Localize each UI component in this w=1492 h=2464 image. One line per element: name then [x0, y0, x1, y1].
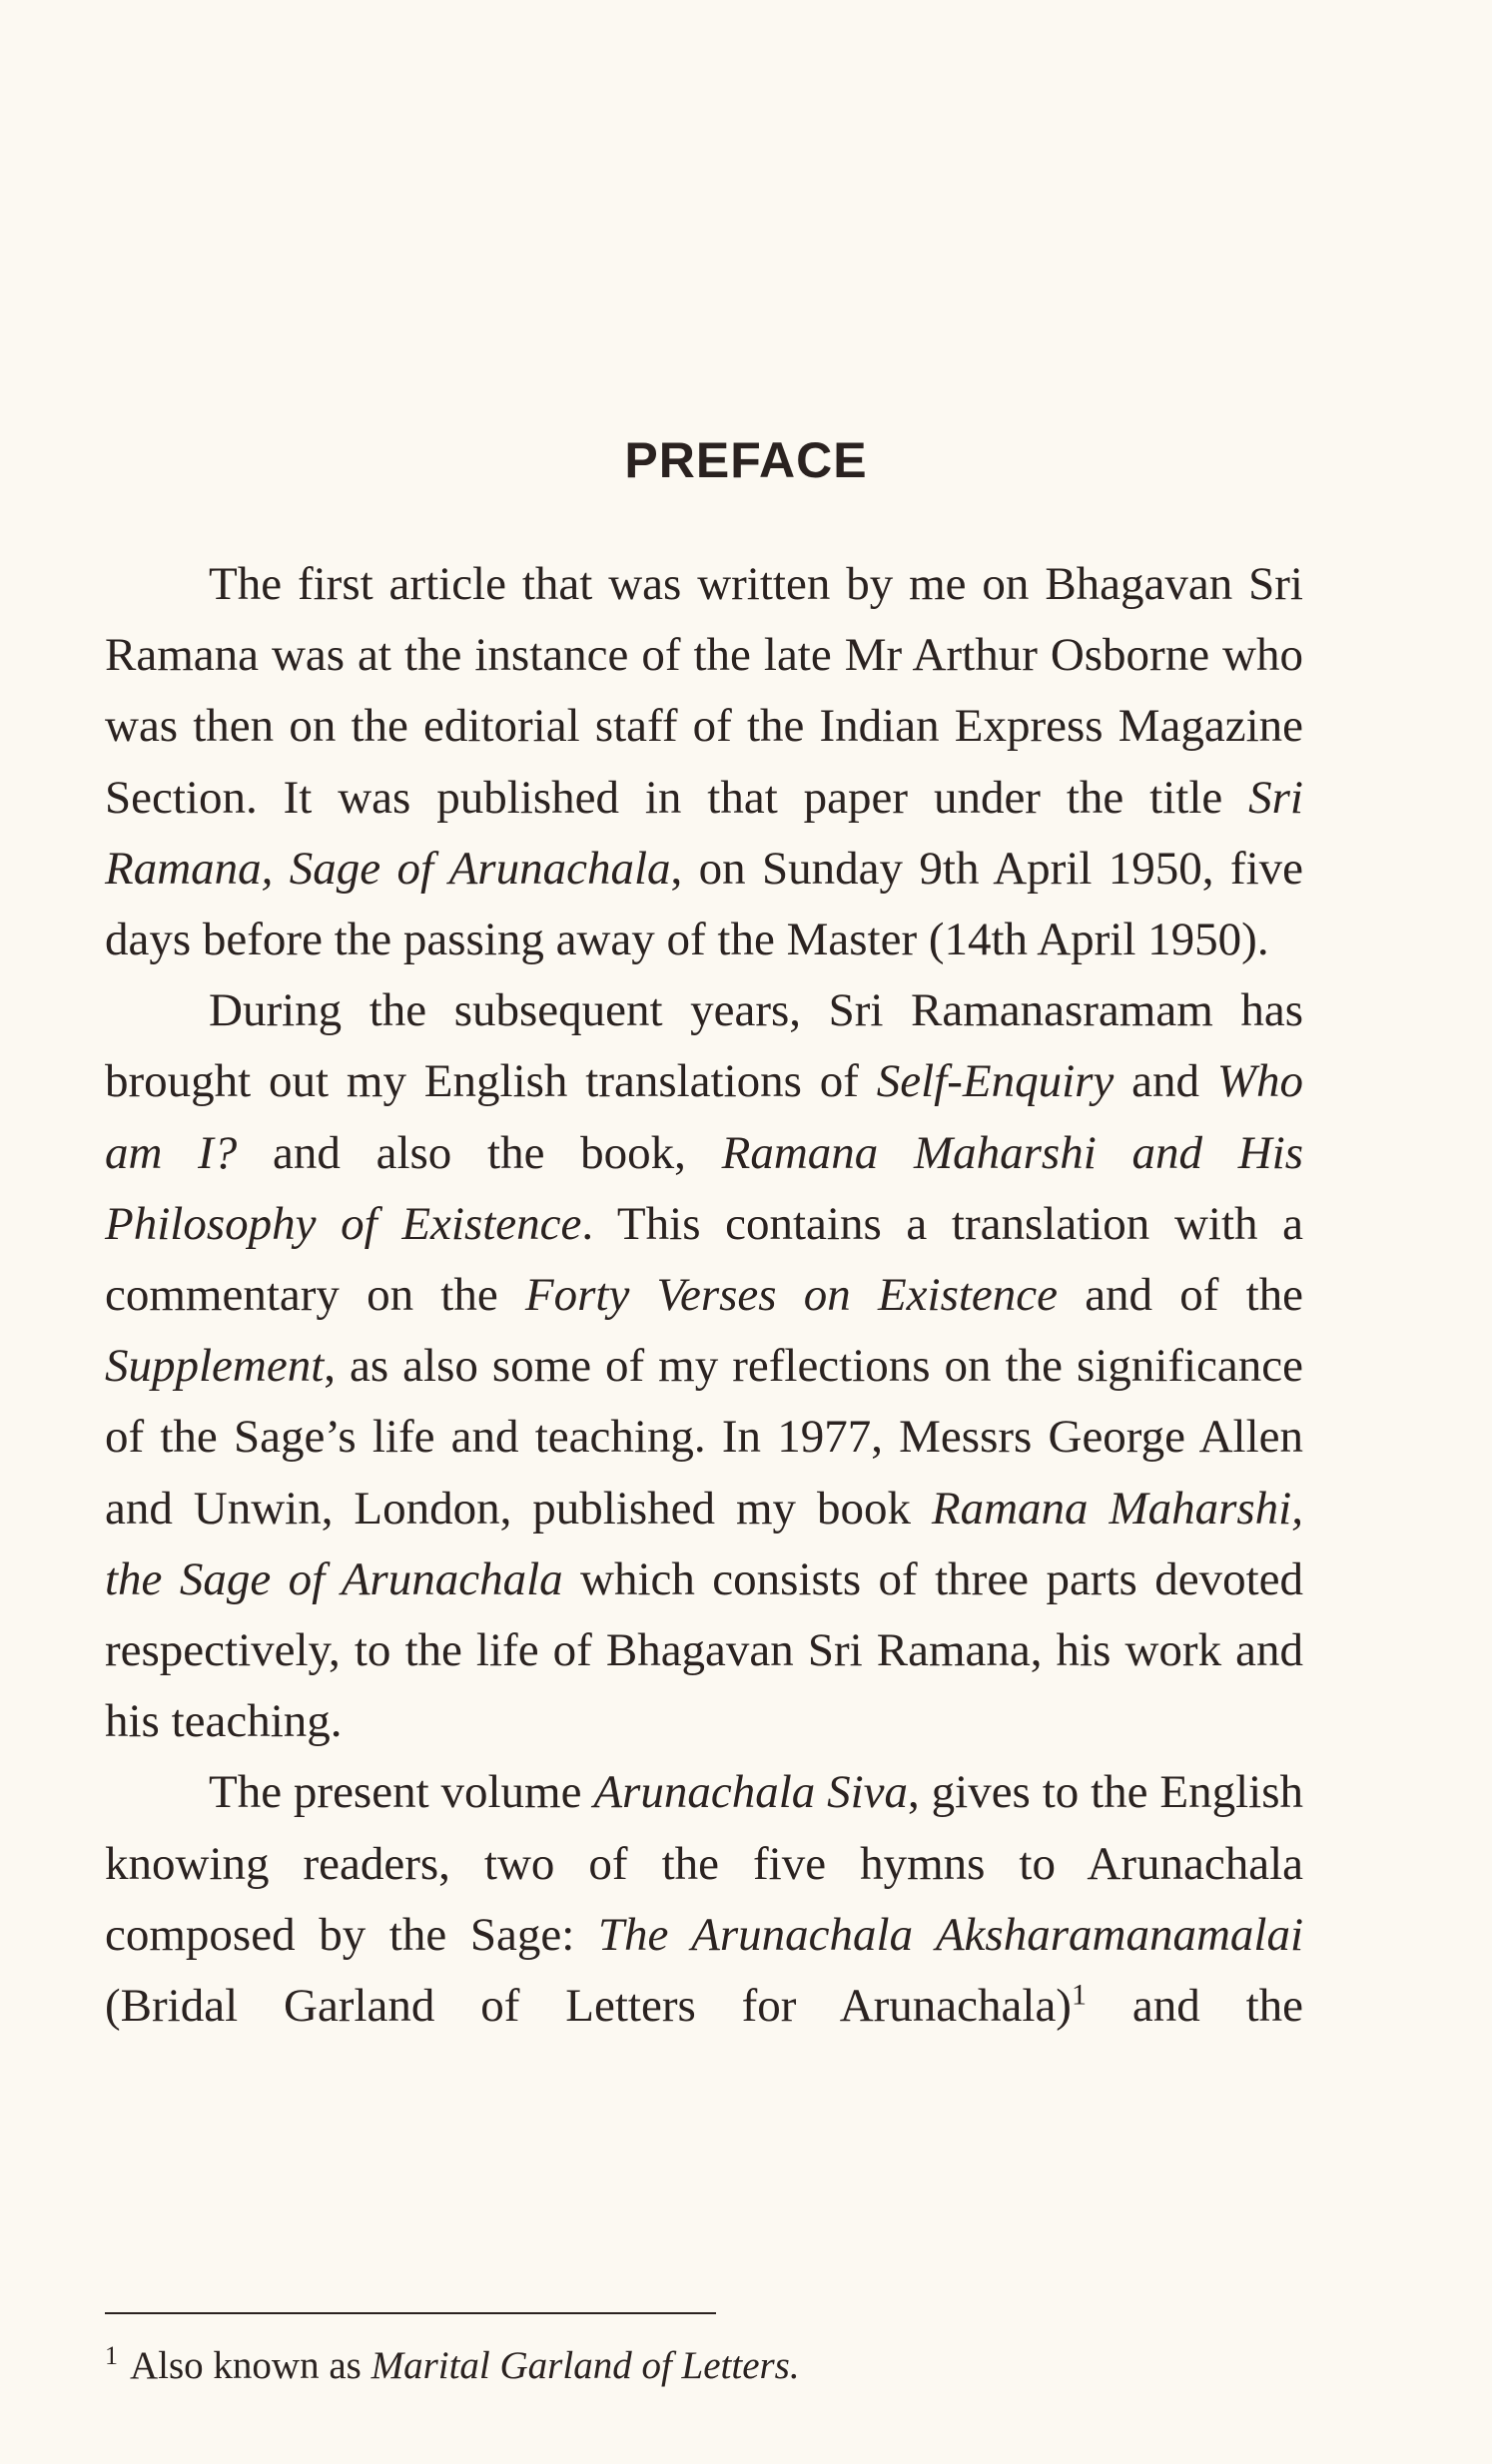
italic-title: Self-Enquiry: [876, 1055, 1115, 1108]
preface-body: [105, 549, 1303, 2042]
text-run: and of the: [1058, 1269, 1303, 1322]
footnote-text: [130, 2344, 800, 2387]
italic-title: The Arunachala Aksharamanamalai: [597, 1908, 1303, 1961]
text-run: and: [1114, 1055, 1217, 1108]
text-run: . This contains a translation with a commentary on the: [105, 1197, 1303, 1322]
text-run: During the subsequent years, Sri Ramanasramam has brought out my English translations of: [105, 984, 1303, 1108]
italic-title: Who am I?: [105, 1055, 1303, 1179]
italic-title: Marital Garland of Letters.: [371, 2344, 800, 2387]
footnote-number: 1: [105, 2341, 118, 2370]
page-title: PREFACE: [624, 432, 868, 488]
text-run: and the: [1086, 1980, 1303, 2033]
paragraph: [105, 549, 1303, 975]
italic-title: Sri Ramana, Sage of Arunachala: [105, 771, 1303, 895]
text-run: (Bridal Garland of Letters for Arunachala): [105, 1980, 1072, 2033]
italic-title: Ramana Maharshi and His Philosophy of Existence: [105, 1126, 1303, 1250]
text-run: which consists of three parts devoted respectively, to the life of Bhagavan Sri Ramana, his work and his teaching.: [105, 1552, 1303, 1748]
italic-title: Forty Verses on Existence: [524, 1269, 1059, 1322]
text-run: , on Sunday 9th April 1950, five days before the passing away of the Master (14th April 1950).: [105, 842, 1303, 966]
italic-title: Supplement: [105, 1340, 325, 1393]
footnote-reference: 1: [1071, 1978, 1087, 2012]
text-run: , gives to the English knowing readers, two of the five hymns to Arunachala composed by the Sage:: [105, 1766, 1303, 1961]
text-run: and also the book,: [237, 1126, 722, 1179]
italic-title: Ramana Maharshi, the Sage of Arunachala: [105, 1482, 1303, 1605]
text-run: Also known as: [130, 2344, 372, 2387]
italic-title: Arunachala Siva: [593, 1766, 909, 1819]
text-run: The first article that was written by me on Bhagavan Sri Ramana was at the instance of the late Mr Arthur Osborne who was then on the editorial staff of the Indian Express Magazine Section. It was published in that paper under the title: [105, 558, 1303, 824]
footnote-divider: [105, 2312, 716, 2314]
paragraph: [105, 1757, 1303, 2042]
footnote: [105, 2341, 1303, 2391]
paragraph: [105, 975, 1303, 1757]
text-run: The present volume: [209, 1766, 594, 1819]
text-run: , as also some of my reflections on the significance of the Sage’s life and teaching. In 1977, Messrs George Allen and Unwin, London, published my book: [105, 1340, 1303, 1535]
